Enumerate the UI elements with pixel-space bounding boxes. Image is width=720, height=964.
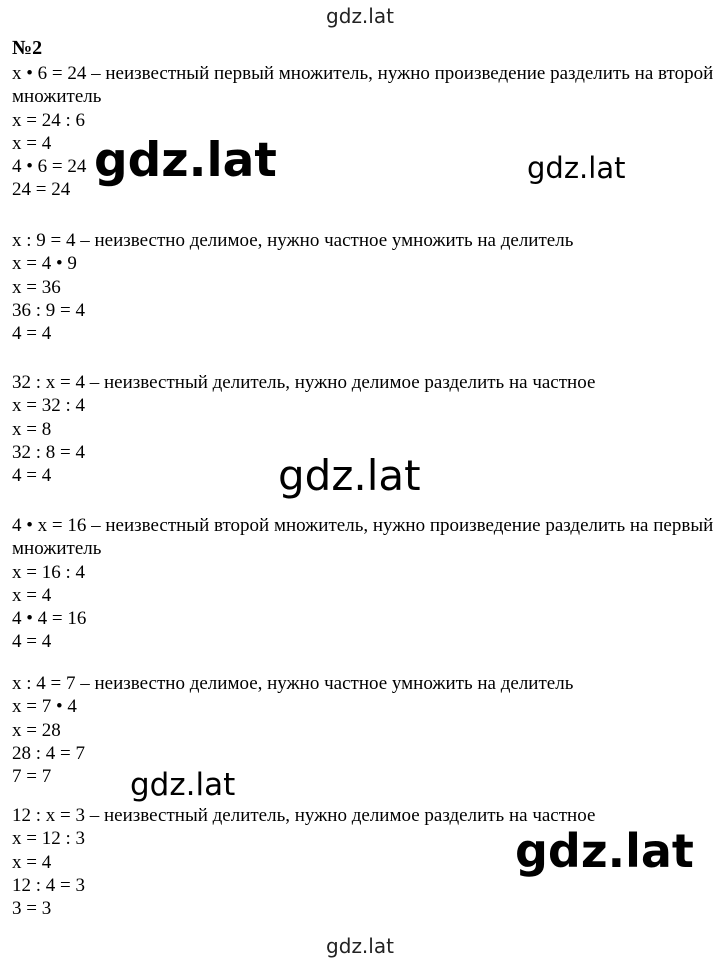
solution-line: 4 = 4 [12,465,52,487]
solution-line: x = 4 [12,851,52,873]
equation-statement: x : 9 = 4 – неизвестно делимое, нужно частное умножить на делитель [12,230,574,251]
equation-statement: 12 : x = 3 – неизвестный делитель, нужно делимое разделить на частное [12,805,596,826]
solution-line: 36 : 9 = 4 [12,299,85,321]
solution-line: x = 4 [12,584,52,606]
equation-statement: 32 : x = 4 – неизвестный делитель, нужно делимое разделить на частное [12,372,596,393]
equation-statement: x • 6 = 24 – неизвестный первый множитель, нужно произведение разделить на второй множитель [12,63,714,108]
watermark: gdz.lat [278,451,421,500]
solution-line: 32 : 8 = 4 [12,441,85,463]
solution-line: x = 36 [12,276,61,298]
equation-statement: x : 4 = 7 – неизвестно делимое, нужно частное умножить на делитель [12,673,574,694]
solution-line: 12 : 4 = 3 [12,874,85,896]
solution-line: 4 • 6 = 24 [12,156,87,178]
watermark: gdz.lat [515,824,694,878]
watermark: gdz.lat [94,133,277,188]
solution-line: 4 • 4 = 16 [12,608,87,630]
solution-line: x = 24 : 6 [12,109,85,131]
solution-line: x = 16 : 4 [12,561,85,583]
solution-line: 24 = 24 [12,179,71,201]
solution-line: x = 7 • 4 [12,696,77,718]
site-header: gdz.lat [326,4,394,28]
solution-line: x = 28 [12,719,61,741]
watermark: gdz.lat [527,151,626,185]
solution-line: x = 32 : 4 [12,395,85,417]
site-footer: gdz.lat [326,934,394,958]
solution-line: 4 = 4 [12,323,52,345]
solution-line: x = 8 [12,418,52,440]
solution-block-5 [12,672,716,788]
solution-line: x = 4 [12,132,52,154]
solution-line: 4 = 4 [12,631,52,653]
solution-line: 7 = 7 [12,766,52,788]
solution-line: x = 4 • 9 [12,253,77,275]
solution-block-4 [12,514,716,654]
watermark: gdz.lat [130,767,236,803]
exercise-number: №2 [12,37,43,59]
solution-line: 3 = 3 [12,898,52,920]
solution-line: 28 : 4 = 7 [12,742,85,764]
solution-block-2 [12,229,716,345]
equation-statement: 4 • x = 16 – неизвестный второй множитель, нужно произведение разделить на первый множитель [12,515,714,560]
solution-line: x = 12 : 3 [12,828,85,850]
